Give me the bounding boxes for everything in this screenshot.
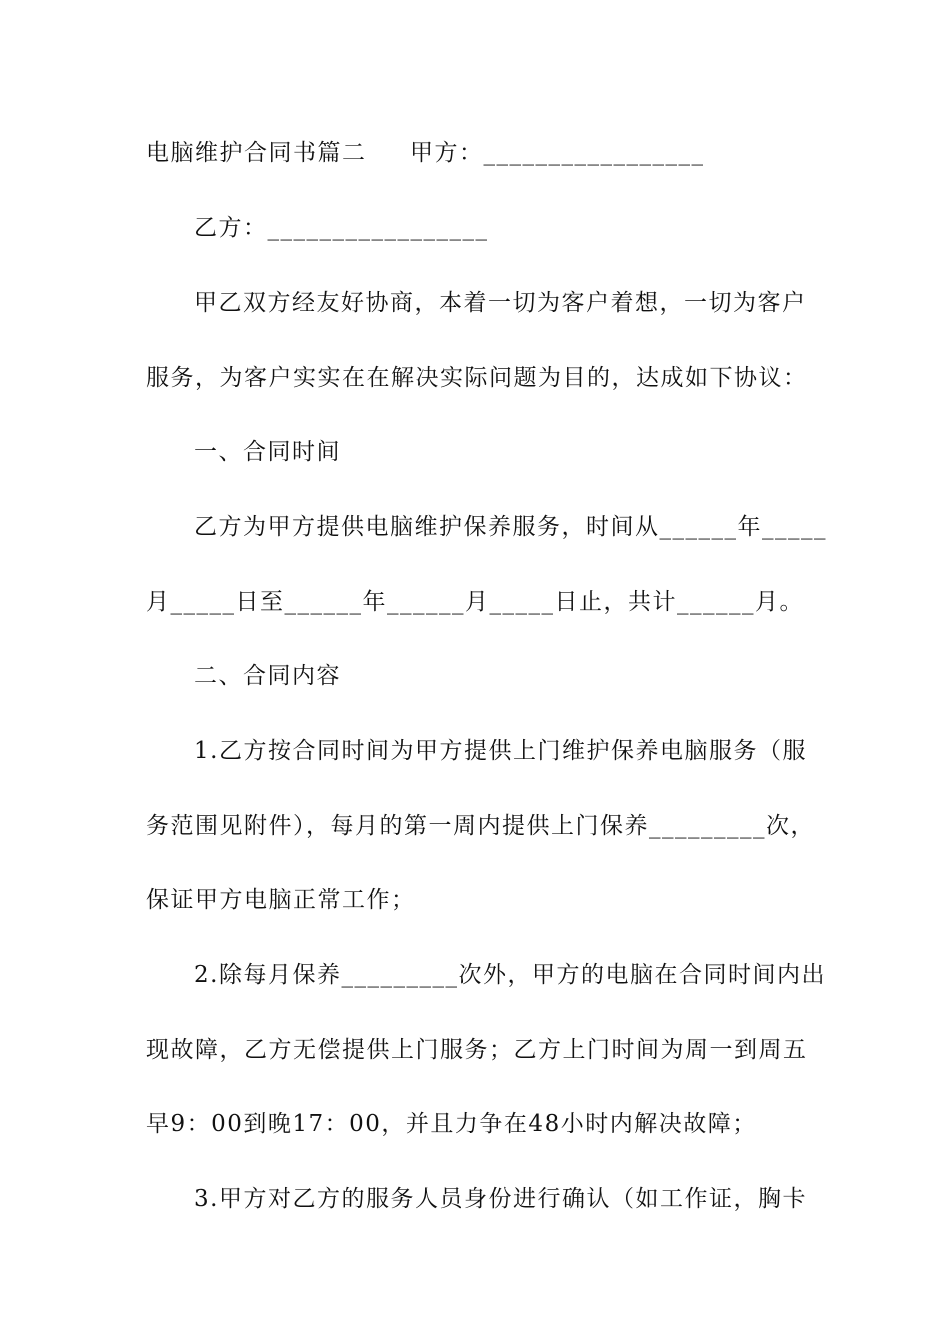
party-b-field: 乙方：_________________ xyxy=(194,215,489,241)
party-a-field: 甲方：_________________ xyxy=(410,140,705,166)
document-page: 电脑维护合同书篇二 甲方：_________________ 乙方：_________________ 甲乙双方经友好协商，本着一切为客户着想，一切为客户 服务，为客户实实在在解决实际问题为目的，达成如下协议： 一、合同时间 乙方为甲方提供电脑维护保养服务，时间从______年_____ 月_____日至______年______月_____日止，共计______月。 二、合同内容 1.乙方按合同时间为甲方提供上门维护保养电脑服务（服 务范围见附件），每月的第一周内提供上门保养_________次， 保证甲方电脑正常工作； 2.除每月保养_________次外，甲方的电脑在合同时间内出 现故障，乙方无偿提供上门服务；乙方上门时间为周一到周五 早9：00到晚17：00，并且力争在48小时内解决故障； 3.甲方对乙方的服务人员身份进行确认（如工作证，胸卡 xyxy=(146,140,827,1212)
document-title: 电脑维护合同书篇二 xyxy=(146,140,367,166)
